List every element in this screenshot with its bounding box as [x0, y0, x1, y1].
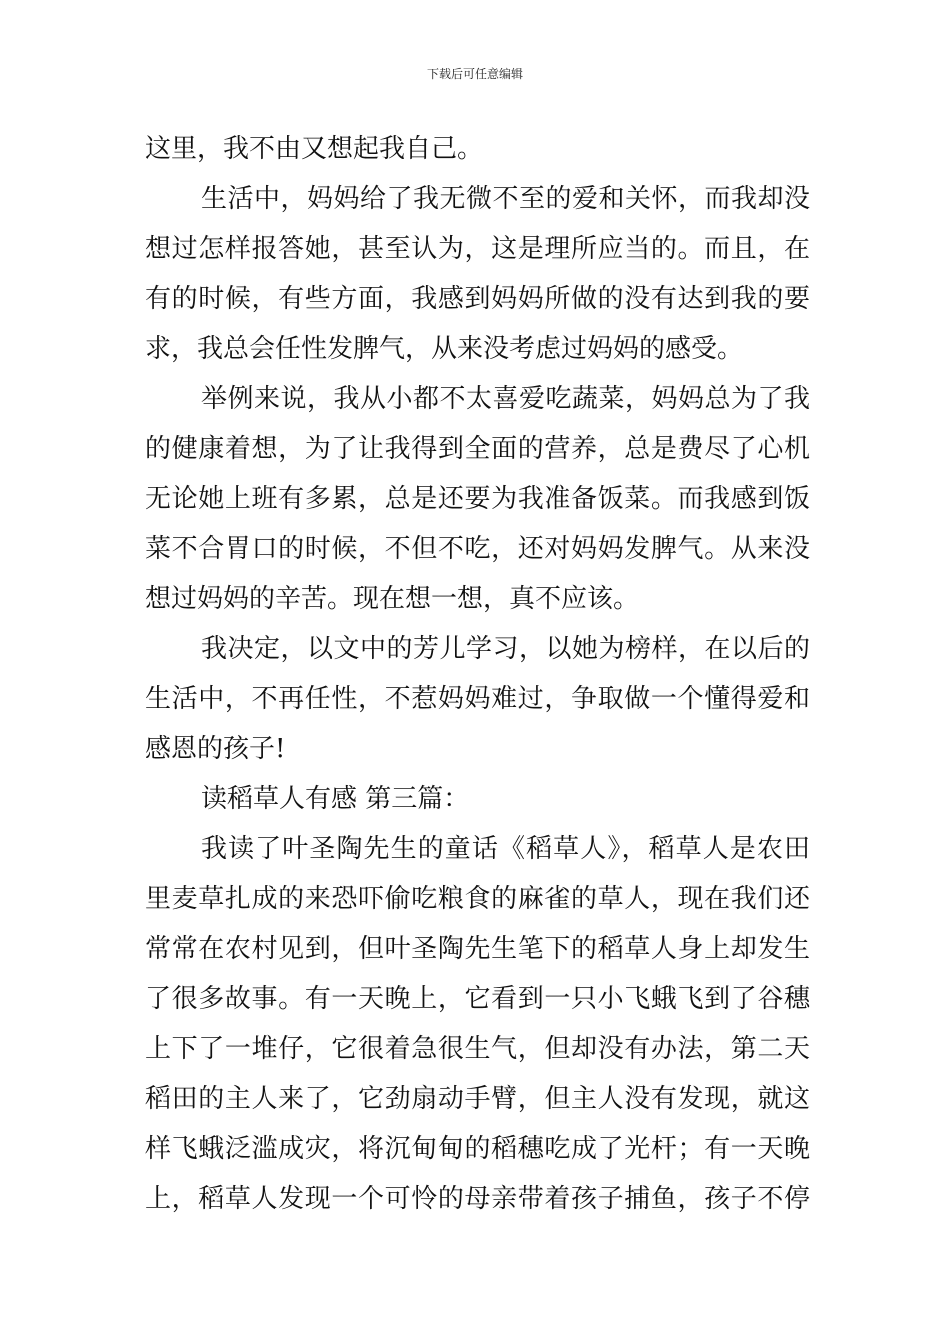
page-header: 下载后可任意编辑 [426, 67, 523, 81]
text-line: 上下了一堆仔，它很着急很生气，但却没有办法，第二天 [145, 1034, 810, 1064]
text-line: 感恩的孩子! [145, 734, 286, 764]
text-line: 我读了叶圣陶先生的童话《稻草人》，稻草人是农田 [201, 834, 810, 864]
text-line: 生活中，妈妈给了我无微不至的爱和关怀，而我却没 [201, 184, 810, 214]
text-line: 我决定，以文中的芳儿学习，以她为榜样，在以后的 [201, 634, 810, 664]
text-line: 菜不合胃口的时候，不但不吃，还对妈妈发脾气。从来没 [145, 534, 810, 564]
document-body [145, 124, 810, 1224]
text-line: 想过妈妈的辛苦。现在想一想，真不应该。 [145, 584, 640, 614]
text-line: 生活中，不再任性，不惹妈妈难过，争取做一个懂得爱和 [145, 684, 810, 714]
text-line: 了很多故事。有一天晚上，它看到一只小飞蛾飞到了谷穗 [145, 984, 810, 1014]
text-line: 求，我总会任性发脾气，从来没考虑过妈妈的感受。 [145, 334, 744, 364]
text-line: 常常在农村见到，但叶圣陶先生笔下的稻草人身上却发生 [145, 934, 810, 964]
text-line: 这里，我不由又想起我自己。 [145, 134, 484, 164]
text-line: 举例来说，我从小都不太喜爱吃蔬菜，妈妈总为了我 [201, 384, 810, 414]
text-line: 样飞蛾泛滥成灾，将沉甸甸的稻穗吃成了光杆；有一天晚 [145, 1134, 810, 1164]
text-line: 稻田的主人来了，它劲扇动手臂，但主人没有发现，就这 [145, 1084, 810, 1114]
section-title: 读稻草人有感 第三篇： [201, 784, 470, 814]
text-line: 的健康着想，为了让我得到全面的营养，总是费尽了心机 [145, 434, 810, 464]
text-line: 上，稻草人发现一个可怜的母亲带着孩子捕鱼，孩子不停 [145, 1184, 810, 1214]
text-line: 里麦草扎成的来恐吓偷吃粮食的麻雀的草人，现在我们还 [145, 884, 810, 914]
text-line: 无论她上班有多累，总是还要为我准备饭菜。而我感到饭 [145, 484, 810, 514]
text-line: 有的时候，有些方面，我感到妈妈所做的没有达到我的要 [145, 284, 810, 314]
text-line: 想过怎样报答她，甚至认为，这是理所应当的。而且，在 [145, 234, 810, 264]
